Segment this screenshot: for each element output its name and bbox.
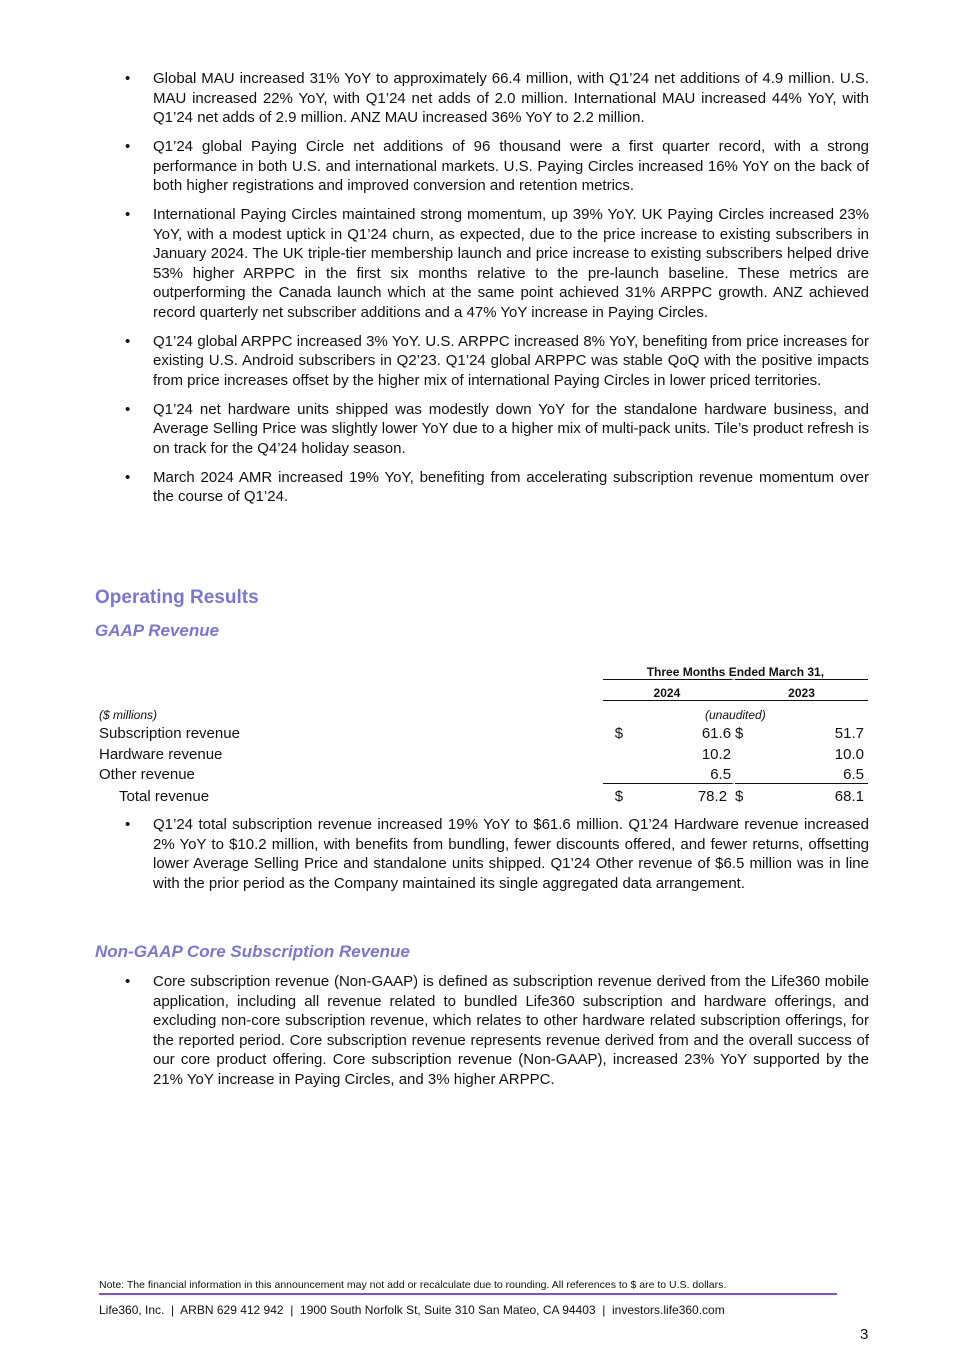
list-item bbox=[125, 332, 869, 391]
table-row bbox=[95, 722, 868, 743]
table-row bbox=[95, 763, 868, 784]
currency: $ bbox=[735, 725, 744, 742]
bullet-text: Q1’24 total subscription revenue increased 19% YoY to $61.6 million. Q1’24 Hardware revenue increased 2% YoY to $10.2 million, with benefits from bundling, fewer discounts offered, and fewer returns, offsetting lower Average Selling Price and standalone units shipped. Q1’24 Other revenue of $6.5 million was in line with the prior period as the Company maintained its single aggregated data arrangement. bbox=[153, 816, 869, 892]
section-heading: Operating Results bbox=[95, 587, 259, 608]
bullet-icon: • bbox=[125, 138, 131, 155]
table-row bbox=[95, 742, 868, 763]
list-item bbox=[125, 205, 869, 322]
year-header: 2024 bbox=[603, 679, 735, 701]
bullet-icon: • bbox=[125, 206, 131, 223]
bullet-icon: • bbox=[125, 468, 131, 486]
bullet-icon: • bbox=[125, 973, 131, 990]
subsection-heading: Non-GAAP Core Subscription Revenue bbox=[95, 942, 410, 961]
page-number: 3 bbox=[860, 1326, 869, 1343]
bullet-icon: • bbox=[125, 816, 131, 833]
table-row-total bbox=[95, 783, 868, 805]
subsection-heading: GAAP Revenue bbox=[95, 621, 220, 640]
list-item bbox=[125, 137, 869, 196]
value-2023: 68.1 bbox=[755, 783, 868, 805]
units-label: ($ millions) bbox=[99, 707, 158, 722]
footer-note: Note: The financial information in this announcement may not add or recalculate due to rounding. All references to $ are to U.S. dollars. bbox=[99, 1279, 837, 1295]
value-2024: 10.2 bbox=[701, 745, 732, 763]
currency: $ bbox=[735, 783, 755, 805]
revenue-table bbox=[95, 658, 868, 805]
company-footer: Life360, Inc. | ARBN 629 412 942 | 1900 South Norfolk St, Suite 310 San Mateo, CA 94403 | investors.life360.com bbox=[99, 1303, 725, 1317]
value-2024: 61.6 bbox=[701, 725, 732, 742]
list-item bbox=[125, 69, 869, 128]
highlights-list bbox=[125, 69, 869, 516]
core-list bbox=[125, 972, 869, 1099]
year-header: 2023 bbox=[735, 679, 868, 701]
currency: $ bbox=[614, 725, 624, 742]
value-2023: 51.7 bbox=[834, 725, 864, 742]
row-label: Hardware revenue bbox=[99, 745, 223, 763]
value-2023: 10.0 bbox=[834, 745, 864, 763]
list-item bbox=[125, 400, 869, 459]
gaap-list bbox=[125, 815, 869, 903]
bullet-text: Q1’24 global ARPPC increased 3% YoY. U.S. ARPPC increased 8% YoY, benefiting from price increases for existing U.S. Android subscribers in Q2’23. Q1’24 global ARPPC was stable QoQ with the positive impacts from price increases offset by the higher mix of international Paying Circles in lower priced territories. bbox=[153, 332, 869, 389]
bullet-text: Q1’24 net hardware units shipped was modestly down YoY for the standalone hardware business, and Average Selling Price was slightly lower YoY due to a higher mix of multi-pack units. Tile’s product refresh is on track for the Q4’24 holiday season. bbox=[153, 400, 869, 457]
audit-note: (unaudited) bbox=[603, 700, 868, 722]
bullet-text: Core subscription revenue (Non-GAAP) is defined as subscription revenue derived from the Life360 mobile application, including all revenue related to bundled Life360 subscription and hardware offerings, and excluding non-core subscription revenue, which relates to other hardware related subscription offerings, for the reported period. Core subscription revenue represents revenue derived from and the overall success of our core product offering. Core subscription revenue (Non-GAAP), increased 23% YoY supported by the 21% YoY increase in Paying Circles, and 3% higher ARPPC. bbox=[153, 973, 869, 1088]
bullet-icon: • bbox=[125, 332, 131, 350]
row-label: Total revenue bbox=[119, 787, 210, 805]
list-item bbox=[125, 815, 869, 893]
period-header: Three Months Ended March 31, bbox=[646, 664, 825, 679]
list-item bbox=[125, 468, 869, 507]
bullet-text: International Paying Circles maintained strong momentum, up 39% YoY. UK Paying Circles increased 23% YoY, with a modest uptick in Q1’24 churn, as expected, due to the price increase to existing subscribers in January 2024. The UK triple-tier membership launch and price increase to existing subscribers helped drive 53% higher ARPPC in the first six months relative to the pre-launch baseline. These metrics are outperforming the Canada launch which at the same point achieved 31% ARPPC growth. ANZ achieved record quarterly net subscriber additions and a 47% YoY increase in Paying Circles. bbox=[153, 206, 869, 321]
value-2024: 6.5 bbox=[710, 766, 732, 783]
bullet-text: Q1’24 global Paying Circle net additions of 96 thousand were a first quarter record, with a strong performance in both U.S. and international markets. U.S. Paying Circles increased 16% YoY on the back of both higher registrations and improved conversion and retention metrics. bbox=[153, 138, 869, 194]
value-2023: 6.5 bbox=[843, 766, 864, 783]
currency: $ bbox=[603, 783, 623, 805]
bullet-text: March 2024 AMR increased 19% YoY, benefiting from accelerating subscription revenue momentum over the course of Q1’24. bbox=[153, 468, 869, 505]
value-2024: 78.2 bbox=[623, 783, 735, 805]
bullet-icon: • bbox=[125, 400, 131, 418]
bullet-text: Global MAU increased 31% YoY to approximately 66.4 million, with Q1’24 net additions of 4.9 million. U.S. MAU increased 22% YoY, with Q1’24 net adds of 2.0 million. International MAU increased 44% YoY, with Q1’24 net adds of 2.9 million. ANZ MAU increased 36% YoY to 2.2 million. bbox=[153, 70, 869, 126]
list-item bbox=[125, 972, 869, 1089]
row-label: Subscription revenue bbox=[99, 725, 240, 742]
bullet-icon: • bbox=[125, 70, 131, 87]
row-label: Other revenue bbox=[99, 766, 195, 783]
